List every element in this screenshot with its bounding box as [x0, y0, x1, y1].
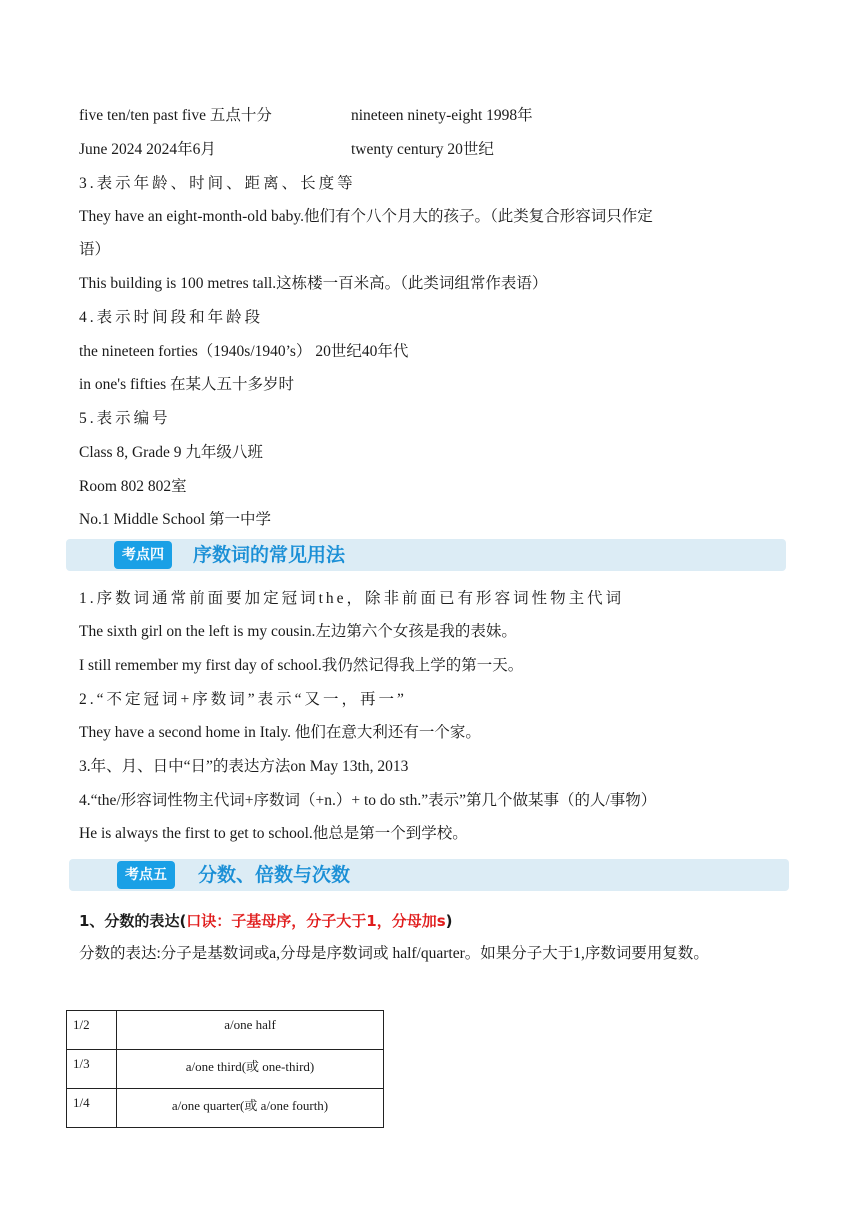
- mnemonic-text: 口诀：子基母序，分子大于1，分母加s: [186, 912, 446, 930]
- example-line: The sixth girl on the left is my cousin.左边第六个女孩是我的表妹。: [79, 623, 517, 640]
- fraction-table: [66, 1010, 384, 1128]
- example-line: Class 8, Grade 9 九年级八班: [79, 444, 263, 461]
- table-row: [67, 1089, 384, 1128]
- table-row: [67, 1011, 384, 1050]
- section-tag: 考点五: [117, 861, 175, 889]
- rule-heading: 4.“the/形容词性物主代词+序数词（+n.）+ to do sth.”表示”第几个做某事（的人/事物）: [79, 792, 657, 809]
- example-line: 语）: [79, 241, 111, 258]
- rule-heading: 5.表示编号: [79, 410, 171, 427]
- example-line: No.1 Middle School 第一中学: [79, 511, 272, 528]
- section-banner: [66, 539, 786, 571]
- example-line: They have an eight-month-old baby.他们有个八个月大的孩子。（此类复合形容词只作定: [79, 208, 653, 225]
- rule-heading: 4.表示时间段和年龄段: [79, 309, 264, 326]
- fraction-cell: 1/2: [67, 1011, 117, 1050]
- example-line: I still remember my first day of school.我仍然记得我上学的第一天。: [79, 657, 524, 674]
- example-line: the nineteen forties（1940s/1940’s） 20世纪40年代: [79, 343, 409, 360]
- fraction-words-cell: a/one half: [117, 1011, 384, 1050]
- section-banner: [69, 859, 789, 891]
- section-tag: 考点四: [114, 541, 172, 569]
- example-line: He is always the first to get to school.他总是第一个到学校。: [79, 825, 468, 842]
- example-line: twenty century 20世纪: [351, 141, 494, 158]
- section-title: 序数词的常见用法: [193, 544, 346, 566]
- example-line: This building is 100 metres tall.这栋楼一百米高。（此类词组常作表语）: [79, 275, 548, 292]
- subsection-heading: [79, 911, 453, 931]
- example-line: nineteen ninety-eight 1998年: [351, 107, 533, 124]
- example-line: June 2024 2024年6月: [79, 141, 216, 158]
- fraction-words-cell: a/one quarter(或 a/one fourth): [117, 1089, 384, 1128]
- example-line: Room 802 802室: [79, 478, 187, 495]
- fraction-words-cell: a/one third(或 one-third): [117, 1050, 384, 1089]
- rule-heading: 3.年、月、日中“日”的表达方法on May 13th, 2013: [79, 758, 409, 775]
- rule-heading: 1.序数词通常前面要加定冠词the，除非前面已有形容词性物主代词: [79, 590, 625, 607]
- heading-suffix: ): [445, 912, 453, 930]
- example-line: in one's fifties 在某人五十多岁时: [79, 376, 295, 393]
- example-line: five ten/ten past five 五点十分: [79, 107, 272, 124]
- rule-heading: 3.表示年龄、时间、距离、长度等: [79, 175, 356, 192]
- rule-heading: 2.“不定冠词+序数词”表示“又一，再一”: [79, 691, 407, 708]
- table-row: [67, 1050, 384, 1089]
- section-title: 分数、倍数与次数: [198, 864, 351, 886]
- description-line: 分数的表达:分子是基数词或a,分母是序数词或 half/quarter。如果分子大于1,序数词要用复数。: [79, 945, 709, 962]
- fraction-cell: 1/3: [67, 1050, 117, 1089]
- fraction-cell: 1/4: [67, 1089, 117, 1128]
- heading-prefix: 1、分数的表达(: [79, 912, 187, 930]
- example-line: They have a second home in Italy. 他们在意大利还有一个家。: [79, 724, 481, 741]
